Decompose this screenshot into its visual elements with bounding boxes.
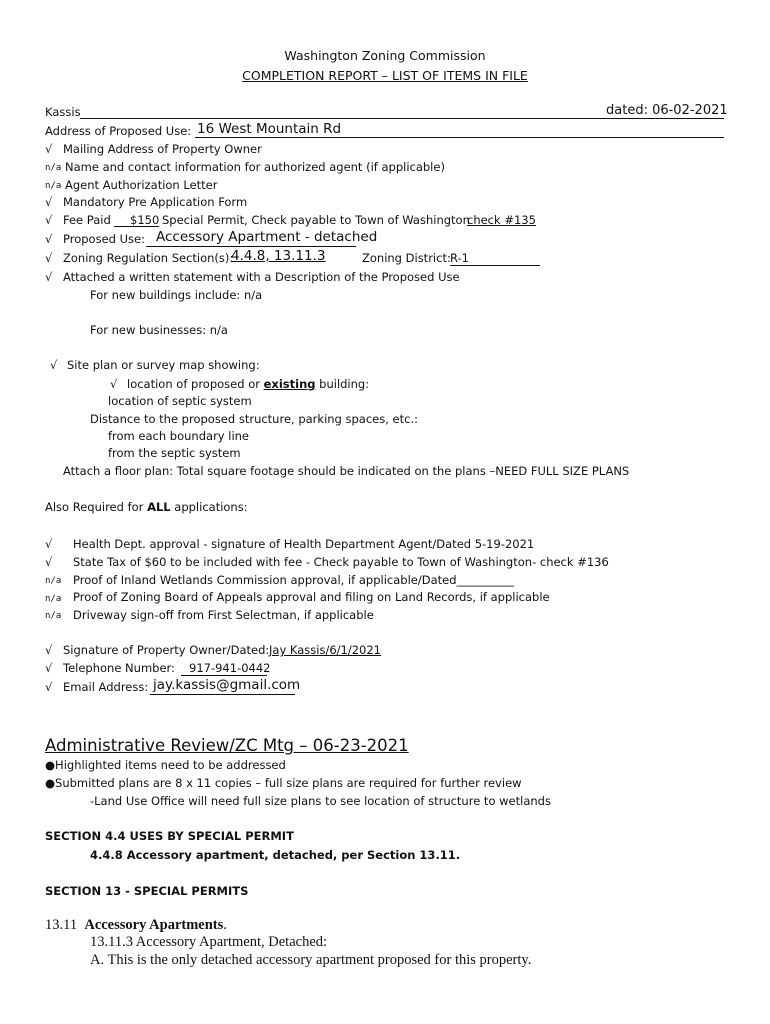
section-4-4: SECTION 4.4 USES BY SPECIAL PERMIT <box>45 829 294 843</box>
site-plan-floor: Attach a floor plan: Total square footage should be indicated on the plans –NEED FULL SIZE PLANS <box>63 464 630 478</box>
check-zoning: √ <box>45 251 53 265</box>
check-preapp: √ <box>45 195 53 209</box>
signature-value: Jay Kassis/6/1/2021 <box>269 643 381 657</box>
address-label: Address of Proposed Use: <box>45 124 192 138</box>
phone-rule <box>181 675 267 676</box>
check-health: √ <box>45 537 53 551</box>
zoning-district-value: R-1 <box>450 251 469 265</box>
status-agent-contact: n/a <box>45 163 62 173</box>
check-email: √ <box>45 680 53 694</box>
proposed-label: Proposed Use: <box>63 232 145 246</box>
zoning-section-value: 4.4.8, 13.11.3 <box>231 248 326 264</box>
applicant-name: Kassis <box>45 105 81 119</box>
email-label: Email Address: <box>63 680 149 694</box>
address-value: 16 West Mountain Rd <box>197 121 342 137</box>
site-plan-title: Site plan or survey map showing: <box>67 358 260 372</box>
section-4-4-8: 4.4.8 Accessory apartment, detached, per Section 13.11. <box>90 848 461 862</box>
new-businesses: For new businesses: n/a <box>90 323 228 337</box>
status-driveway: n/a <box>45 611 62 621</box>
req-wetlands: Proof of Inland Wetlands Commission approval, if applicable/Dated__________ <box>73 573 515 587</box>
section-13-11-num: 13.11 <box>45 917 78 933</box>
bullet-2: ● <box>45 776 56 790</box>
dated-rule <box>606 118 724 119</box>
zoning-district-rule <box>450 265 540 266</box>
site-plan-septic-from: from the septic system <box>108 446 241 460</box>
item-agent-letter: Agent Authorization Letter <box>65 178 218 192</box>
req-health: Health Dept. approval - signature of Health Department Agent/Dated 5-19-2021 <box>73 537 535 551</box>
review-heading: Administrative Review/ZC Mtg – 06-23-2021 <box>45 736 409 755</box>
bullet-1: ● <box>45 758 56 772</box>
site-plan-boundary: from each boundary line <box>108 429 250 443</box>
review-note-2-text: Submitted plans are 8 x 11 copies – full size plans are required for further review <box>55 776 522 790</box>
also-pre: Also Required for <box>45 500 144 514</box>
commission-name: Washington Zoning Commission <box>284 48 486 63</box>
section-13-11: 13.11 Accessory Apartments. <box>45 917 227 933</box>
location-emph: existing <box>263 377 316 391</box>
check-signature: √ <box>45 643 53 657</box>
check-mailing: √ <box>45 142 53 156</box>
site-plan-location <box>127 377 369 391</box>
status-wetlands: n/a <box>45 576 62 586</box>
review-note-2 <box>45 776 522 790</box>
review-note-3: -Land Use Office will need full size plans to see location of structure to wetlands <box>90 794 551 808</box>
report-title: COMPLETION REPORT – LIST OF ITEMS IN FILE <box>242 68 528 83</box>
item-preapp: Mandatory Pre Application Form <box>63 195 248 209</box>
section-13: SECTION 13 - SPECIAL PERMITS <box>45 884 249 898</box>
proposed-rule <box>146 246 356 247</box>
proposed-value: Accessory Apartment - detached <box>156 229 378 245</box>
check-fee: √ <box>45 213 53 227</box>
dated: dated: 06-02-2021 <box>606 103 728 118</box>
fee-label: Fee Paid <box>63 213 111 227</box>
req-tax: State Tax of $60 to be included with fee - Check payable to Town of Washington- check #136 <box>73 555 609 569</box>
status-agent-letter: n/a <box>45 181 62 191</box>
section-13-11-title: Accessory Apartments <box>84 917 224 933</box>
check-tax: √ <box>45 555 53 569</box>
req-driveway: Driveway sign-off from First Selectman, if applicable <box>73 608 374 622</box>
phone-label: Telephone Number: <box>63 661 175 675</box>
fee-text: Special Permit, Check payable to Town of Washington <box>162 213 470 227</box>
site-plan-distance: Distance to the proposed structure, parking spaces, etc.: <box>90 412 418 426</box>
also-post: applications: <box>174 500 248 514</box>
also-required <box>45 500 248 514</box>
new-buildings: For new buildings include: n/a <box>90 288 263 302</box>
location-pre: location of proposed or <box>127 377 260 391</box>
item-statement: Attached a written statement with a Description of the Proposed Use <box>63 270 460 284</box>
check-statement: √ <box>45 270 53 284</box>
location-post: building: <box>319 377 370 391</box>
applicant-rule <box>80 118 606 119</box>
site-plan-septic: location of septic system <box>108 394 252 408</box>
address-rule <box>195 137 724 138</box>
email-value: jay.kassis@gmail.com <box>153 677 301 693</box>
review-note-1-text: Highlighted items need to be addressed <box>55 758 286 772</box>
section-13-11-3-a: A. This is the only detached accessory apartment proposed for this property. <box>90 952 532 968</box>
section-13-11-3: 13.11.3 Accessory Apartment, Detached: <box>90 934 328 950</box>
email-rule <box>150 694 295 695</box>
fee-amount: $150 <box>130 213 160 227</box>
item-agent-contact: Name and contact information for authorized agent (if applicable) <box>65 160 445 174</box>
req-zba: Proof of Zoning Board of Appeals approval and filing on Land Records, if applicable <box>73 590 550 604</box>
status-zba: n/a <box>45 594 62 604</box>
item-mailing: Mailing Address of Property Owner <box>63 142 262 156</box>
check-location: √ <box>110 377 118 391</box>
fee-check: check #135 <box>467 213 536 227</box>
phone-value: 917-941-0442 <box>189 661 271 675</box>
review-note-1 <box>45 758 286 772</box>
zoning-district-label: Zoning District: <box>362 251 451 265</box>
signature-label: Signature of Property Owner/Dated: <box>63 643 270 657</box>
zoning-section-label: Zoning Regulation Section(s): <box>63 251 234 265</box>
check-site-plan: √ <box>50 358 58 372</box>
check-phone: √ <box>45 661 53 675</box>
check-proposed: √ <box>45 232 53 246</box>
also-emph: ALL <box>147 500 171 514</box>
